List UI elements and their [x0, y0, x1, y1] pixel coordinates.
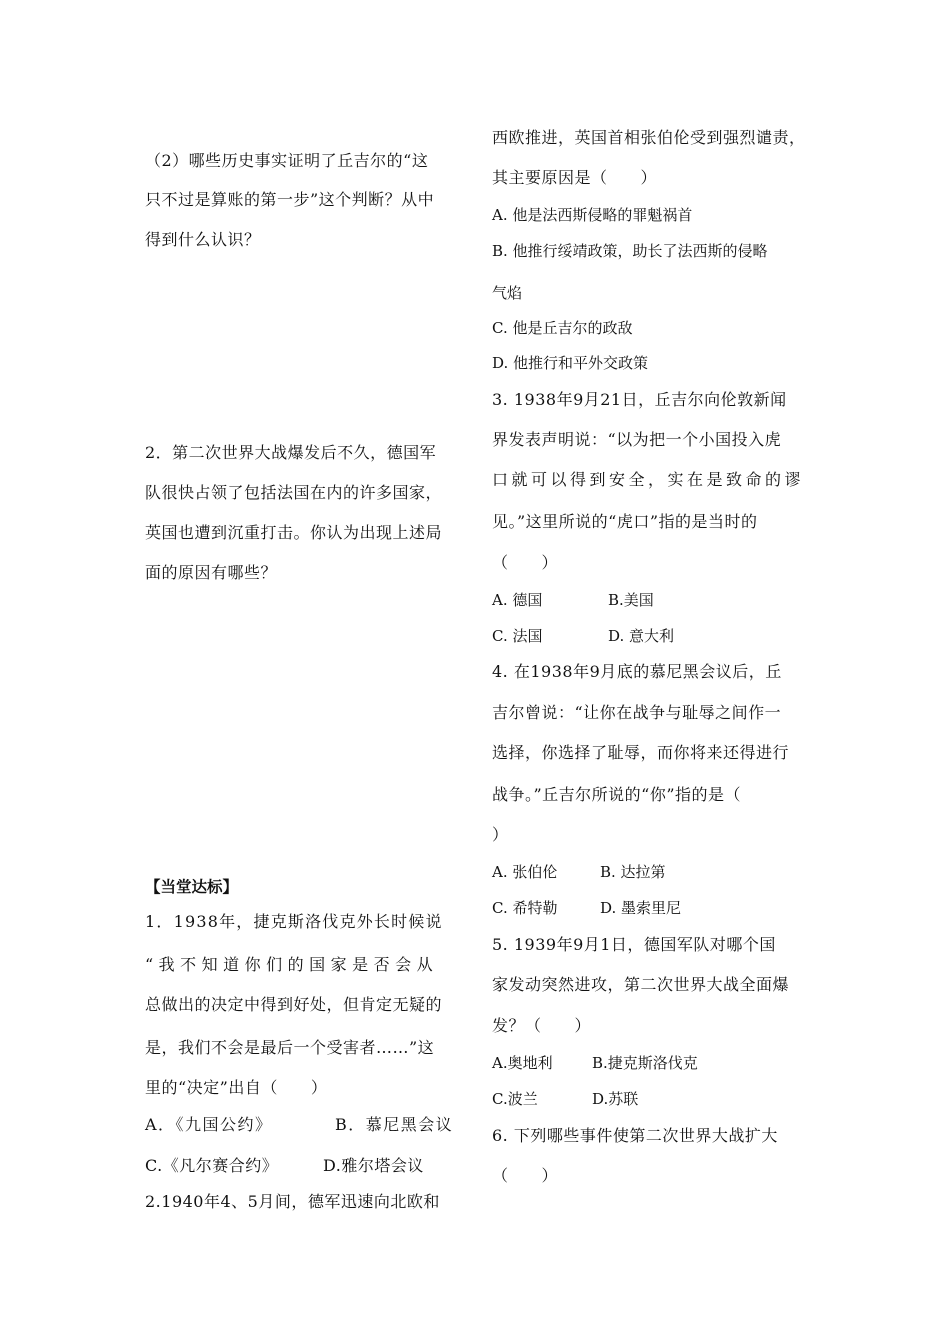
mc4-stem-line-4: 战争。”丘吉尔所说的“你”指的是（ — [492, 785, 742, 804]
mc3-stem-line-1: 3. 1938年9月21日，丘吉尔向伦敦新闻 — [492, 390, 787, 409]
mc1-option-a: A．《九国公约》 — [145, 1115, 273, 1134]
mc3-options-row-1 — [492, 590, 654, 610]
mc1-option-d: D.雅尔塔会议 — [323, 1156, 424, 1175]
mc4-option-c: C. 希特勒 — [492, 899, 558, 917]
mc3-option-d: D. 意大利 — [608, 627, 675, 645]
mc2-stem-start: 2.1940年4、5月间，德军迅速向北欧和 — [145, 1192, 440, 1211]
mc2-option-b: B. 他推行绥靖政策，助长了法西斯的侵略 — [492, 242, 768, 260]
mc3-stem-line-5: （ ） — [492, 553, 559, 572]
mc4-option-a: A. 张伯伦 — [492, 863, 558, 881]
mc3-option-a: A. 德国 — [492, 591, 543, 609]
mc3-stem-line-2: 界发表声明说：“以为把一个小国投入虎 — [492, 430, 782, 449]
mc4-stem-line-1: 4. 在1938年9月底的慕尼黑会议后，丘 — [492, 662, 782, 681]
mc2-stem-line-3: 其主要原因是（ ） — [492, 168, 658, 187]
mc2-stem-line-2: 西欧推进，英国首相张伯伦受到强烈谴责， — [492, 128, 806, 147]
mc6-stem-line-2: （ ） — [492, 1166, 559, 1185]
mc5-option-a: A.奥地利 — [492, 1054, 553, 1072]
mc2-option-b-cont: 气焰 — [492, 284, 523, 302]
mc2-option-d: D. 他推行和平外交政策 — [492, 354, 649, 372]
section-heading: 【当堂达标】 — [145, 878, 239, 896]
mc3-stem-line-3: 口就可以得到安全，实在是致命的谬 — [492, 470, 805, 489]
mc4-option-b: B. 达拉第 — [600, 863, 666, 881]
mc1-stem-line-3: 总做出的决定中得到好处，但肯定无疑的 — [145, 995, 443, 1014]
q2-sub-line-3: 得到什么认识？ — [145, 230, 261, 249]
mc1-options-row-2 — [145, 1156, 424, 1176]
mc1-stem-line-4: 是，我们不会是最后一个受害者……”这 — [145, 1038, 435, 1057]
mc4-options-row-1 — [492, 862, 666, 882]
mc5-stem-line-1: 5. 1939年9月1日，德国军队对哪个国 — [492, 935, 776, 954]
mc1-stem-line-2: “我不知道你们的国家是否会从 — [145, 955, 439, 974]
mc5-options-row-1 — [492, 1053, 698, 1073]
mc6-stem-line-1: 6. 下列哪些事件使第二次世界大战扩大 — [492, 1126, 778, 1145]
mc3-option-c: C. 法国 — [492, 627, 543, 645]
q2-main-line-3: 英国也遭到沉重打击。你认为出现上述局 — [145, 523, 443, 542]
mc1-stem-line-1: 1．1938年，捷克斯洛伐克外长时候说 — [145, 912, 443, 931]
q2-main-line-4: 面的原因有哪些？ — [145, 563, 278, 582]
mc1-stem-line-5: 里的“决定”出自（ ） — [145, 1078, 328, 1097]
mc5-options-row-2 — [492, 1089, 638, 1109]
mc2-option-a: A. 他是法西斯侵略的罪魁祸首 — [492, 206, 693, 224]
mc4-option-d: D. 墨索里尼 — [600, 899, 682, 917]
mc5-option-b: B.捷克斯洛伐克 — [592, 1054, 698, 1072]
mc1-option-c: C.《凡尔赛合约》 — [145, 1156, 279, 1175]
mc5-stem-line-3: 发？（ ） — [492, 1016, 592, 1035]
mc3-stem-line-4: 见。”这里所说的“虎口”指的是当时的 — [492, 512, 758, 531]
mc4-stem-line-5: ） — [492, 825, 509, 844]
mc1-options-row-1 — [145, 1115, 453, 1135]
mc2-option-c: C. 他是丘吉尔的政敌 — [492, 319, 633, 337]
q2-sub-line-2: 只不过是算账的第一步”这个判断？从中 — [145, 190, 435, 209]
q2-sub-line-1: （2）哪些历史事实证明了丘吉尔的“这 — [145, 151, 429, 170]
mc3-option-b: B.美国 — [608, 591, 654, 609]
mc1-option-b: B．慕尼黑会议 — [335, 1115, 454, 1134]
mc5-option-d: D.苏联 — [592, 1090, 639, 1108]
mc4-options-row-2 — [492, 898, 681, 918]
q2-main-line-1: 2．第二次世界大战爆发后不久，德国军 — [145, 443, 437, 462]
mc4-stem-line-3: 选择，你选择了耻辱，而你将来还得进行 — [492, 743, 790, 762]
mc4-stem-line-2: 吉尔曾说：“让你在战争与耻辱之间作一 — [492, 703, 782, 722]
mc5-stem-line-2: 家发动突然进攻，第二次世界大战全面爆 — [492, 975, 790, 994]
mc3-options-row-2 — [492, 626, 674, 646]
mc5-option-c: C.波兰 — [492, 1090, 538, 1108]
q2-main-line-2: 队很快占领了包括法国在内的许多国家， — [145, 483, 443, 502]
